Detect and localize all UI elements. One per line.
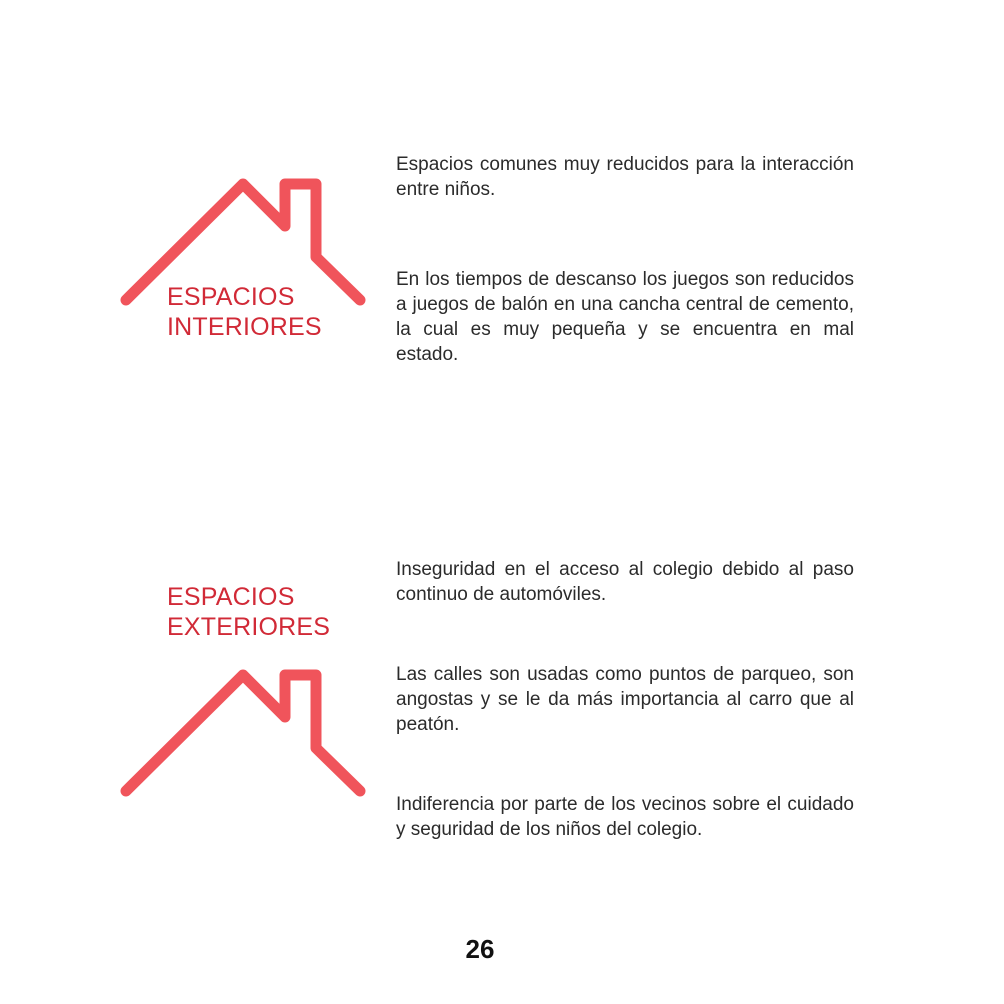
paragraph-exteriores-1: Inseguridad en el acceso al colegio debido al paso continuo de automóviles. [396,559,854,605]
house-icon-exteriores [126,675,360,791]
paragraph-interiores-1: Espacios comunes muy reducidos para la interacción entre niños. [396,154,854,200]
section-title-exteriores [167,582,330,642]
house-roof-outline [126,675,360,791]
title-line: ESPACIOS [167,283,295,311]
paragraph-exteriores-3: Indiferencia por parte de los vecinos sobre el cuidado y seguridad de los niños del colegio. [396,794,854,840]
paragraph-exteriores-2: Las calles son usadas como puntos de parqueo, son angostas y se le da más importancia al carro que al peatón. [396,664,854,735]
page-number: 26 [465,934,495,964]
title-line: ESPACIOS [167,583,295,611]
section-title-interiores [167,282,322,342]
title-line: EXTERIORES [167,613,331,641]
paragraph-interiores-2: En los tiempos de descanso los juegos son reducidos a juegos de balón en una cancha central de cemento, la cual es muy pequeña y se encuentra en mal estado. [396,269,854,365]
title-line: INTERIORES [167,313,322,341]
